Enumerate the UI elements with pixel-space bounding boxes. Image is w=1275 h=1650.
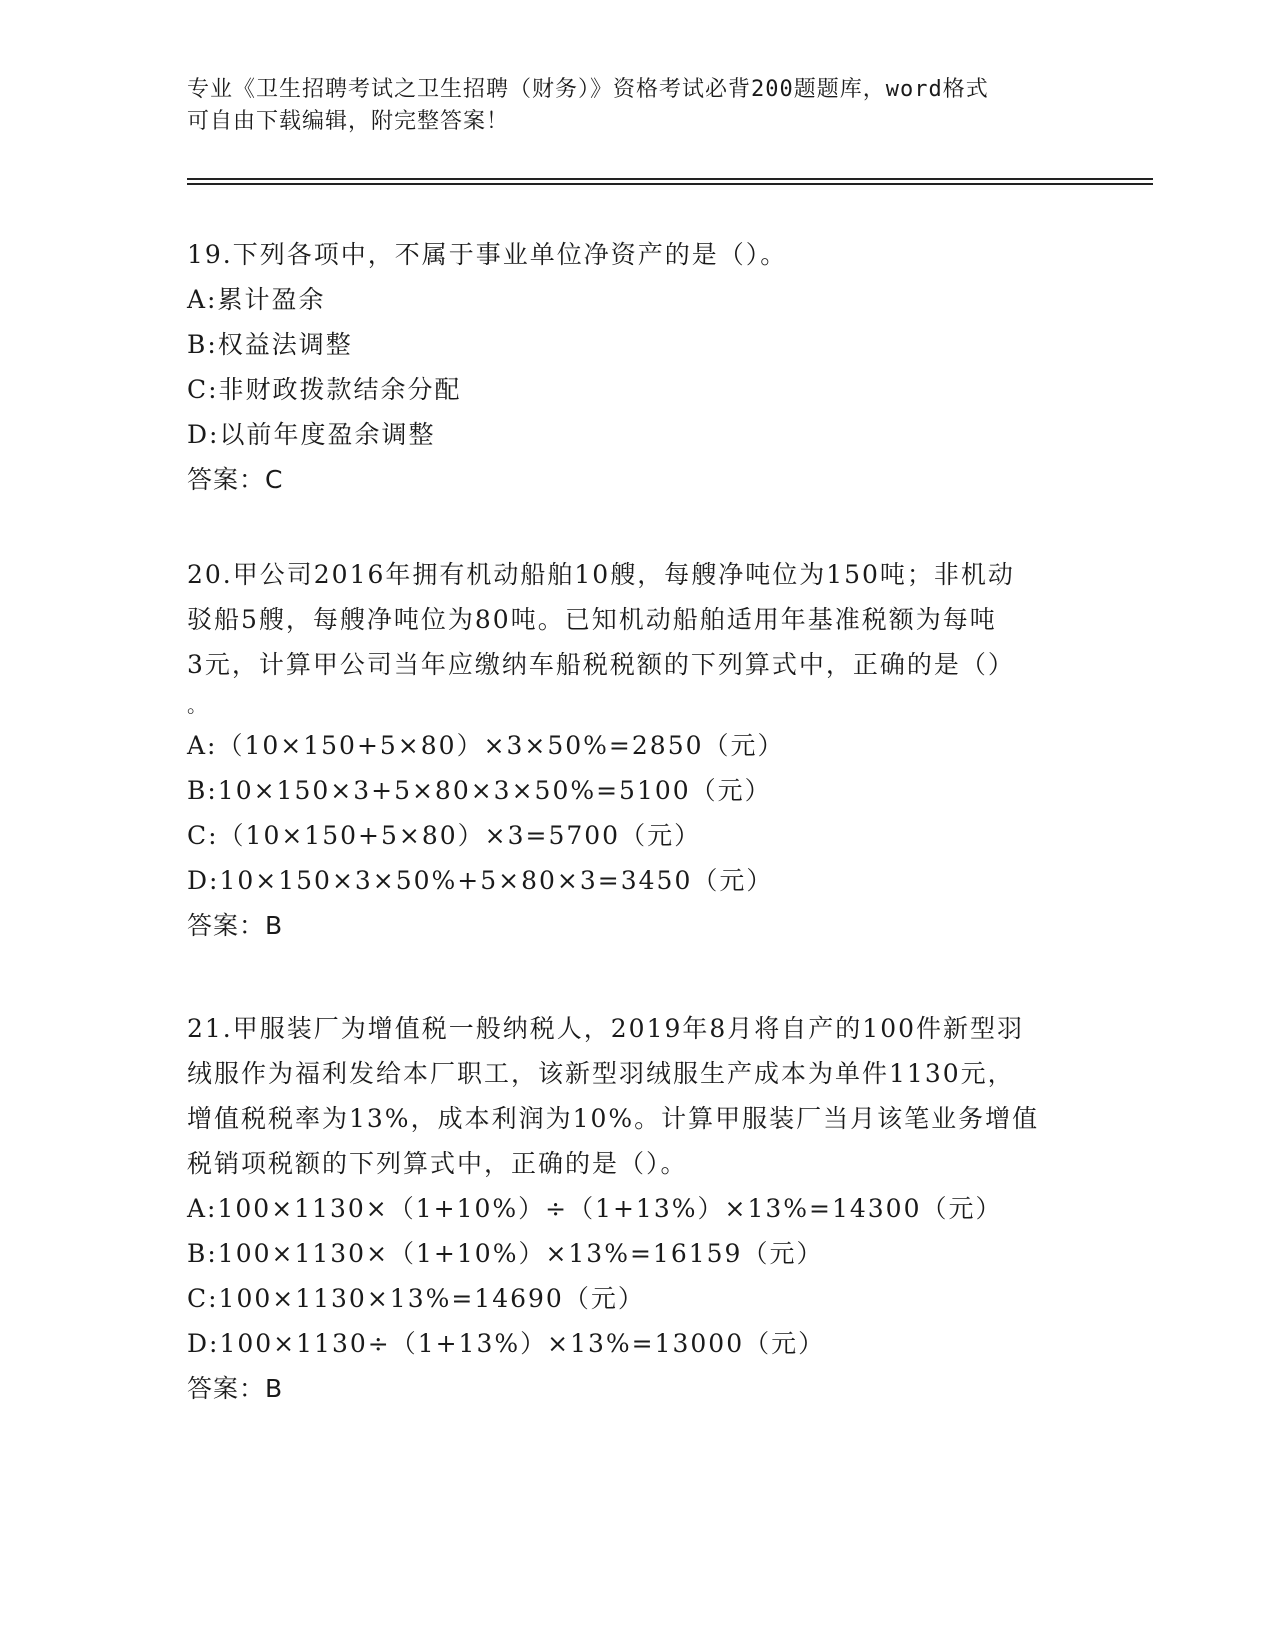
- answer-label: 答案：C: [187, 465, 284, 494]
- question-19: [187, 232, 1077, 502]
- header-line-1: 专业《卫生招聘考试之卫生招聘（财务）》资格考试必背200题题库，word格式: [187, 77, 989, 102]
- answer-label: 答案：B: [187, 911, 284, 940]
- question-stem: [187, 232, 1077, 277]
- document-header: [187, 74, 1067, 138]
- header-divider-bottom: [187, 183, 1153, 185]
- answer-label: 答案：B: [187, 1374, 284, 1403]
- question-21: [187, 1006, 1077, 1411]
- option-b: B:权益法调整: [187, 330, 353, 359]
- option-c: C:100×1130×13%=14690（元）: [187, 1284, 645, 1313]
- option-a: A:100×1130×（1+10%）÷（1+13%）×13%=14300（元）: [187, 1194, 1003, 1223]
- option-b: B:100×1130×（1+10%）×13%=16159（元）: [187, 1239, 824, 1268]
- option-b: B:10×150×3+5×80×3×50%=5100（元）: [187, 776, 772, 805]
- question-stem-line: 绒服作为福利发给本厂职工，该新型羽绒服生产成本为单件1130元，: [187, 1059, 1015, 1088]
- question-stem-line: 19.下列各项中，不属于事业单位净资产的是（）。: [187, 240, 788, 269]
- option-d: D:以前年度盈余调整: [187, 420, 436, 449]
- question-stem: [187, 1006, 1077, 1186]
- question-stem-line: 21.甲服装厂为增值税一般纳税人，2019年8月将自产的100件新型羽: [187, 1014, 1025, 1043]
- option-c: C:（10×150+5×80）×3=5700（元）: [187, 821, 702, 850]
- header-divider-top: [187, 178, 1153, 180]
- header-line-2: 可自由下载编辑，附完整答案！: [187, 109, 510, 134]
- question-stem-line: 3元，计算甲公司当年应缴纳车船税税额的下列算式中，正确的是（）: [187, 650, 1015, 679]
- question-stem-line: 税销项税额的下列算式中，正确的是（）。: [187, 1149, 688, 1178]
- question-stem-line: 。: [187, 693, 209, 717]
- option-d: D:100×1130÷（1+13%）×13%=13000（元）: [187, 1329, 826, 1358]
- question-stem-line: 增值税税率为13%，成本利润为10%。计算甲服装厂当月该笔业务增值: [187, 1104, 1040, 1133]
- option-d: D:10×150×3×50%+5×80×3=3450（元）: [187, 866, 774, 895]
- option-a: A:累计盈余: [187, 285, 326, 314]
- question-20: [187, 552, 1077, 948]
- option-a: A:（10×150+5×80）×3×50%=2850（元）: [187, 731, 785, 760]
- question-stem-line: 20.甲公司2016年拥有机动船舶10艘，每艘净吨位为150吨；非机动: [187, 560, 1015, 589]
- question-stem: [187, 552, 1077, 723]
- question-stem-line: 驳船5艘，每艘净吨位为80吨。已知机动船舶适用年基准税额为每吨: [187, 605, 997, 634]
- option-c: C:非财政拨款结余分配: [187, 375, 462, 404]
